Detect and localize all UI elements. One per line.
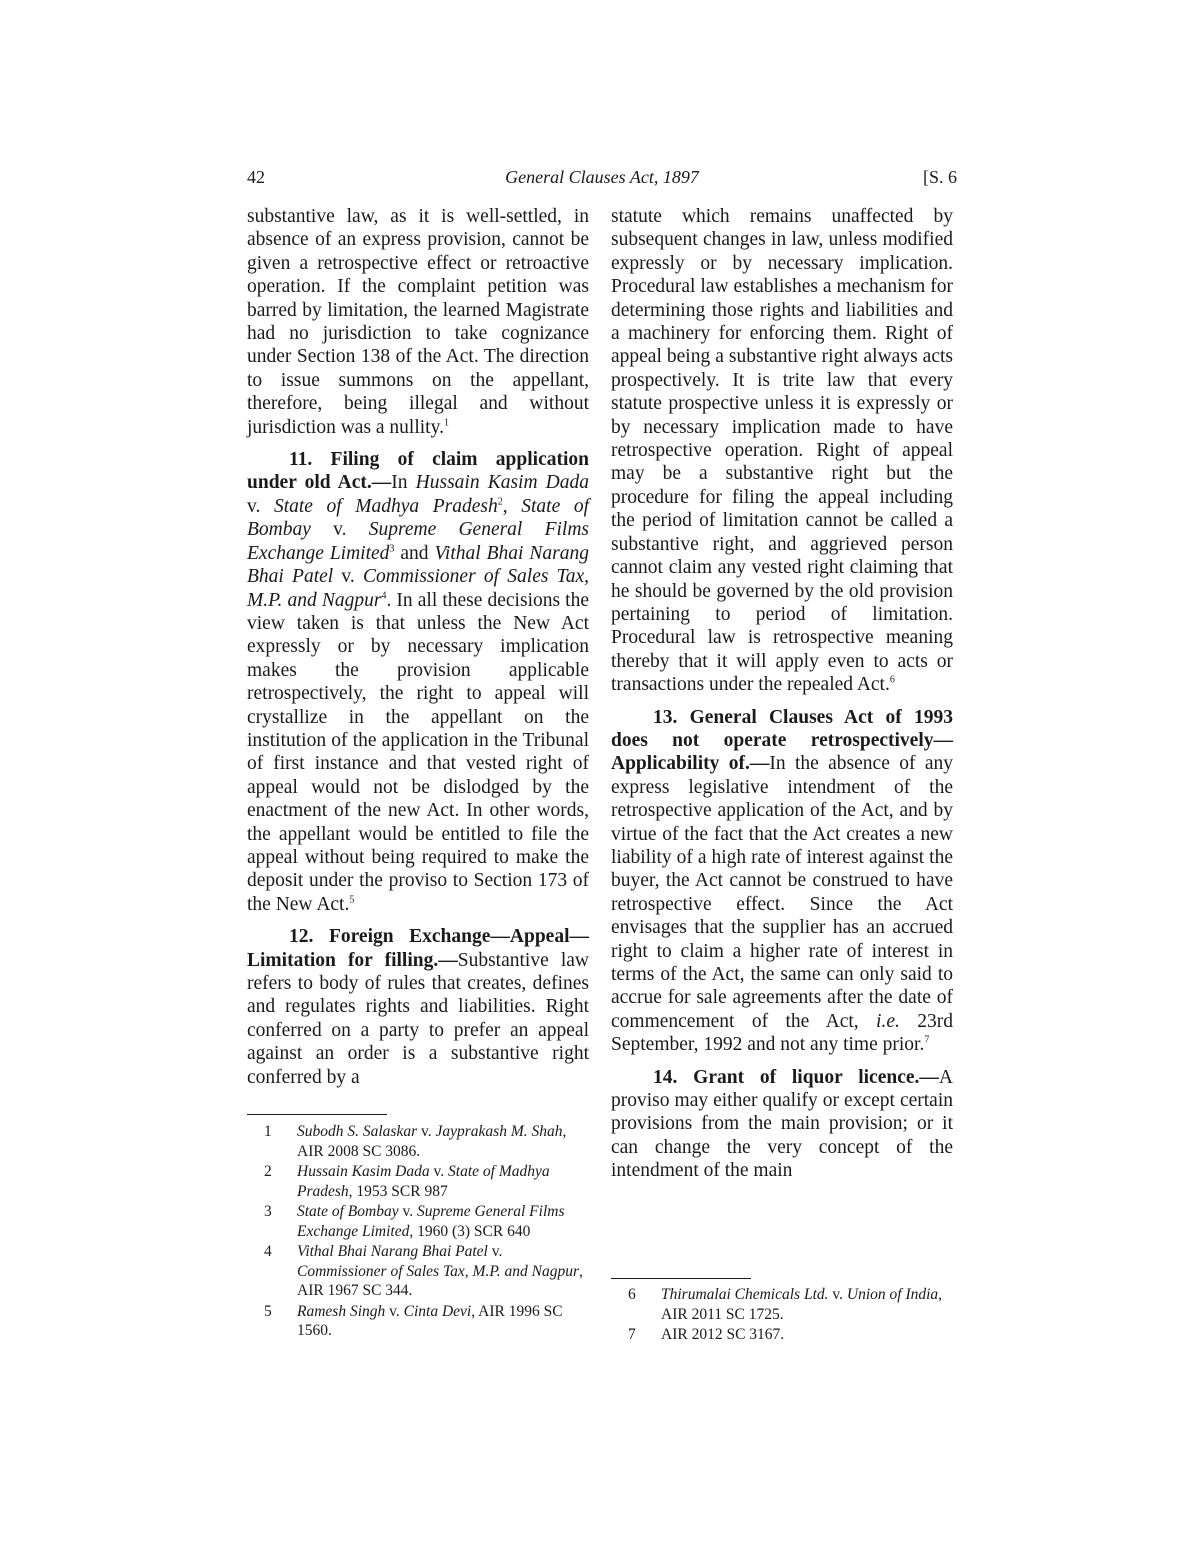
- right-column: [611, 205, 953, 1183]
- section-11-paragraph: 11. Filing of claim application under old Act.—In Hussain Kasim Dada v. State of Madhya Pradesh$^2$, State of Bombay v. Supreme General Films Exchange Limited$^3$ and Vithal Bhai Narang Bhai Patel v. Commissioner of Sales Tax, M.P. and Nagpur$^4$. In all these decisions the view taken is that unless the New Act expressly or by necessary implication makes the provision applicable retrospectively, the right to appeal will crystallize in the appellant on the institution of the application in the Tribunal of first instance and that vested right of appeal would not be dislodged by the enactment of the new Act. In other words, the appellant would be entitled to file the appeal without being required to make the deposit under the proviso to Section 173 of the New Act.$^5$: [247, 449, 589, 915]
- section-12-paragraph: 12. Foreign Exchange—Appeal—Limitation for filling.—Substantive law refers to body of rules that creates, defines and regulates rights and liabilities. Right conferred on a party to prefer an appeal against an order is a substantive right conferred by a: [247, 926, 589, 1088]
- footnote-ref: 5: [349, 894, 355, 906]
- section-14-heading: 14. Grant of liquor licence.—: [653, 1066, 939, 1088]
- running-title: General Clauses Act, 1897: [505, 167, 699, 187]
- footnote-ref: 6: [889, 674, 895, 686]
- paragraph-continued: statute which remains unaffected by subsequent changes in law, unless modified expressly or by necessary implication. Procedural law establishes a mechanism for determining those rights and liabilities and a machinery for enforcing them. Right of appeal being a substantive right always acts prospectively. It is trite law that every statute prospective unless it is expressly or by necessary implication made to have retrospective operation. Right of appeal may be a substantive right but the procedure for filing the appeal including the period of limitation cannot be called a substantive right, and aggrieved person cannot claim any vested right claiming that he should be governed by the old provision pertaining to period of limitation. Procedural law is retrospective meaning thereby that it will apply even to acts or transactions under the repealed Act.$^6$: [611, 206, 953, 696]
- paragraph-continued: substantive law, as it is well-settled, in absence of an express provision, cannot be given a retrospective effect or retroactive operation. If the complaint petition was barred by limitation, the learned Magistrate had no jurisdiction to take cognizance under Section 138 of the Act. The direction to issue summons on the appellant, therefore, being illegal and without jurisdiction was a nullity.$^1$: [247, 206, 589, 438]
- footnote: 1 Subodh S. Salaskar v. Jayprakash M. Shah, AIR 2008 SC 3086.: [264, 1123, 567, 1160]
- footnote-ref: 4: [381, 590, 387, 601]
- footnote: 6 Thirumalai Chemicals Ltd. v. Union of India, AIR 2011 SC 1725.: [628, 1286, 943, 1323]
- running-header: [247, 164, 957, 194]
- page-number: 42: [247, 167, 265, 187]
- footnote-divider: [247, 1114, 387, 1115]
- section-13-heading: 13. General Clauses Act of 1993 does not operate retrospectively—Applicability of.—: [611, 706, 953, 775]
- section-13-paragraph: 13. General Clauses Act of 1993 does not operate retrospectively—Applicability of.—In the absence of any express legislative intendment of the retrospective application of the Act, and by virtue of the fact that the Act creates a new liability of a high rate of interest against the buyer, the Act cannot be construed to have retrospective effect. Since the Act envisages that the supplier has an accrued right to claim a higher rate of interest in terms of the Act, the same can only said to accrue for sale agreements after the date of commencement of the Act, i.e. 23rd September, 1992 and not any time prior.$^7$: [611, 706, 953, 1056]
- footnote-ref: 1: [443, 417, 449, 429]
- section-marker: [S. 6: [922, 167, 957, 187]
- section-14-paragraph: 14. Grant of liquor licence.—A proviso may either qualify or except certain provisions from the main provision; or it can change the very concept of the intendment of the main: [611, 1066, 953, 1182]
- footnotes-left: [247, 1122, 589, 1342]
- footnote: 2 Hussain Kasim Dada v. State of Madhya Pradesh, 1953 SCR 987: [264, 1163, 550, 1200]
- footnote-ref: 2: [497, 496, 503, 508]
- footnote: 4 Vithal Bhai Narang Bhai Patel v. Commissioner of Sales Tax, M.P. and Nagpur, AIR 1967 SC 344.: [264, 1243, 583, 1299]
- footnote-divider: [611, 1278, 751, 1279]
- section-11-heading: 11. Filing of claim application under old Act.—: [247, 449, 589, 494]
- section-12-heading: 12. Foreign Exchange—Appeal—Limitation for filling.—: [247, 926, 589, 971]
- footnote: 3 State of Bombay v. Supreme General Films Exchange Limited, 1960 (3) SCR 640: [264, 1203, 565, 1240]
- footnotes-right: [611, 1285, 953, 1346]
- footnote: 7 AIR 2012 SC 3167.: [628, 1326, 785, 1343]
- left-column: [247, 205, 589, 1089]
- footnote-ref: 7: [924, 1034, 930, 1046]
- footnote-ref: 3: [389, 543, 395, 555]
- footnote: 5 Ramesh Singh v. Cinta Devi, AIR 1996 SC 1560.: [264, 1302, 563, 1339]
